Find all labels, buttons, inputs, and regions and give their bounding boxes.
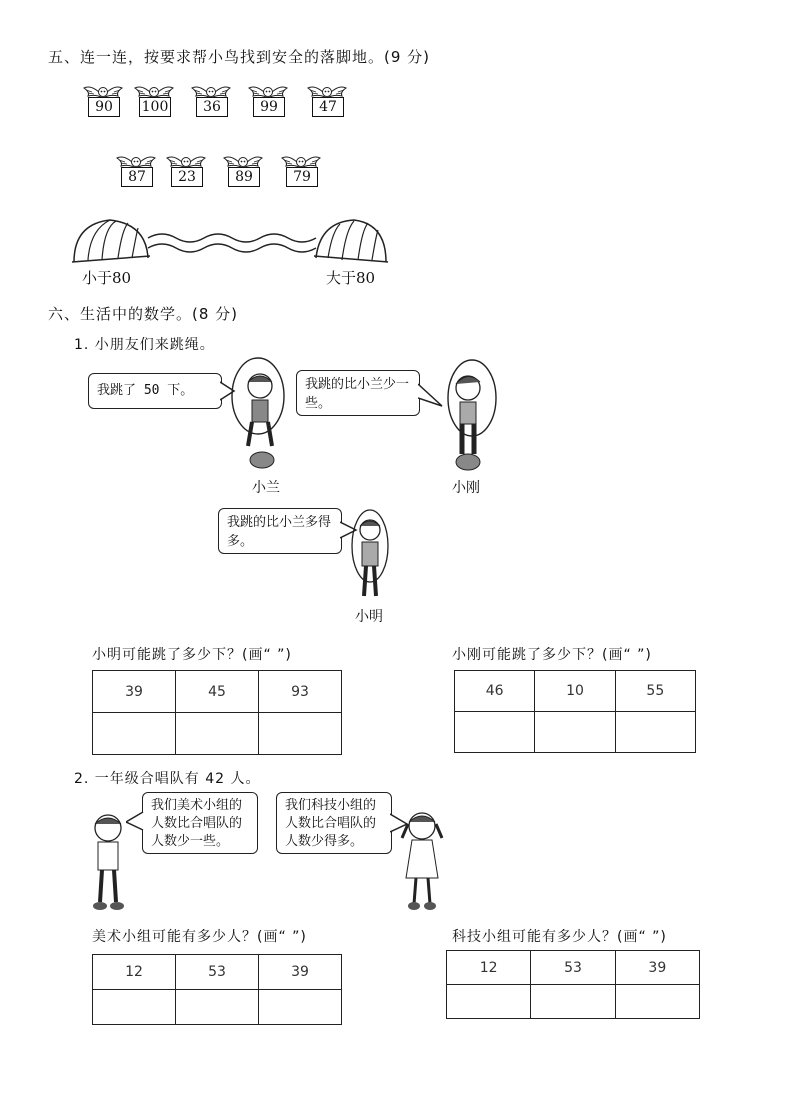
bird-with-number[interactable]: [190, 82, 232, 120]
answer-cell[interactable]: [615, 712, 695, 753]
bubble-boy: [142, 792, 258, 854]
bird-number: 36: [196, 97, 228, 117]
boy-standing-icon: [88, 810, 130, 914]
bubble-girl: [276, 792, 392, 854]
q1-right-table: [454, 670, 696, 753]
option-cell: 46: [455, 671, 535, 712]
bird-number: 23: [171, 167, 203, 187]
bird-number: 47: [312, 97, 344, 117]
nest-left-label: 小于80: [82, 269, 132, 287]
option-cell: 53: [531, 951, 615, 985]
answer-cell[interactable]: [535, 712, 615, 753]
bird-number: 89: [228, 167, 260, 187]
option-cell: 45: [176, 671, 259, 713]
boy-jumping-rope-icon: [438, 358, 504, 474]
q1-left-table: [92, 670, 342, 755]
answer-cell[interactable]: [176, 713, 259, 755]
answer-cell[interactable]: [93, 990, 176, 1025]
girl-jumping-rope-icon: [228, 356, 294, 474]
nest-line-illustration: [70, 214, 390, 266]
option-cell: 10: [535, 671, 615, 712]
bird-number: 100: [139, 97, 171, 117]
q2-right-table: [446, 950, 700, 1019]
bird-with-number[interactable]: [222, 152, 264, 190]
bubble-xiaoming: [218, 508, 342, 554]
q2-title: 2. 一年级合唱队有 42 人。: [74, 771, 261, 787]
answer-cell[interactable]: [259, 990, 342, 1025]
bird-number: 87: [121, 167, 153, 187]
answer-cell[interactable]: [93, 713, 176, 755]
bird-with-number[interactable]: [165, 152, 207, 190]
nest-right-label: 大于80: [326, 269, 376, 287]
bubble-xiaogang: [296, 370, 420, 416]
q1-left-question: 小明可能跳了多少下？(画“ ”): [92, 647, 292, 663]
answer-cell[interactable]: [259, 713, 342, 755]
name-xiaogang: 小刚: [452, 480, 480, 496]
name-xiaoming: 小明: [355, 609, 383, 625]
option-cell: 39: [259, 955, 342, 990]
bubble-boy-text: 我们美术小组的人数比合唱队的人数少一些。: [151, 798, 243, 849]
name-xiaolan: 小兰: [252, 480, 280, 496]
q2-left-table: [92, 954, 342, 1025]
bird-number: 99: [253, 97, 285, 117]
bird-with-number[interactable]: [247, 82, 289, 120]
bubble-xiaolan: [88, 373, 222, 409]
girl-standing-icon: [398, 806, 448, 914]
bird-with-number[interactable]: [280, 152, 322, 190]
option-cell: 12: [93, 955, 176, 990]
q1-title: 1. 小朋友们来跳绳。: [74, 337, 215, 353]
option-cell: 39: [615, 951, 699, 985]
bubble-xiaogang-text: 我跳的比小兰少一些。: [305, 377, 410, 411]
answer-cell[interactable]: [531, 985, 615, 1019]
option-cell: 53: [176, 955, 259, 990]
answer-cell[interactable]: [447, 985, 531, 1019]
q1-right-question: 小刚可能跳了多少下？(画“ ”): [452, 647, 652, 663]
bird-with-number[interactable]: [115, 152, 157, 190]
bubble-girl-text: 我们科技小组的人数比合唱队的人数少得多。: [285, 798, 377, 849]
q2-left-question: 美术小组可能有多少人？(画“ ”): [92, 929, 307, 945]
bubble-xiaoming-text: 我跳的比小兰多得多。: [227, 515, 332, 549]
bird-number: 79: [286, 167, 318, 187]
option-cell: 55: [615, 671, 695, 712]
bird-with-number[interactable]: [82, 82, 124, 120]
answer-cell[interactable]: [176, 990, 259, 1025]
bird-number: 90: [88, 97, 120, 117]
q2-right-question: 科技小组可能有多少人？(画“ ”): [452, 929, 667, 945]
bird-with-number[interactable]: [306, 82, 348, 120]
boy-standing-rope-icon: [348, 508, 394, 606]
option-cell: 39: [93, 671, 176, 713]
option-cell: 93: [259, 671, 342, 713]
option-cell: 12: [447, 951, 531, 985]
answer-cell[interactable]: [615, 985, 699, 1019]
section-6-title: 六、生活中的数学。(8 分): [48, 305, 239, 323]
section-5-title: 五、连一连，按要求帮小鸟找到安全的落脚地。(9 分): [48, 48, 431, 66]
answer-cell[interactable]: [455, 712, 535, 753]
bubble-tail-icon: [126, 810, 144, 832]
bird-with-number[interactable]: [133, 82, 175, 120]
bubble-xiaolan-text: 我跳了 50 下。: [97, 383, 194, 398]
